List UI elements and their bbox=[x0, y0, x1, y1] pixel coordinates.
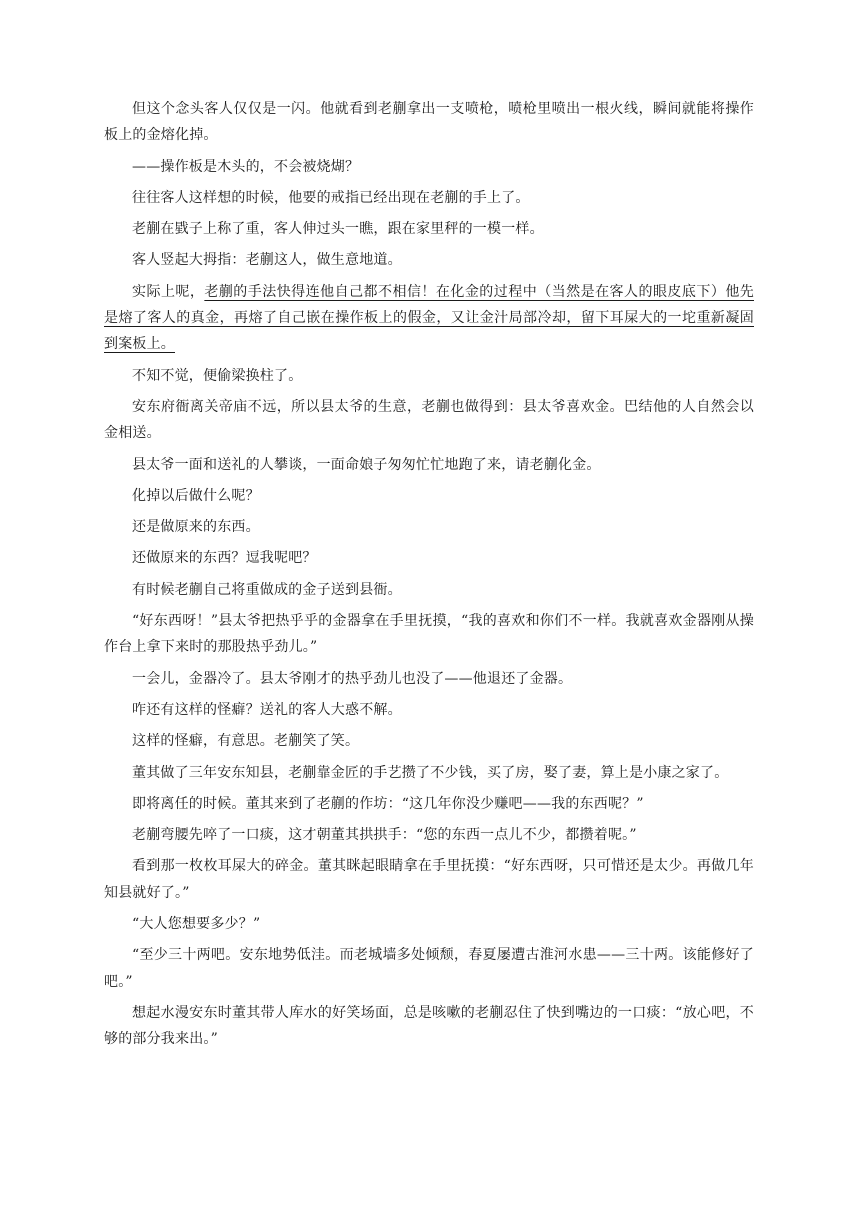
paragraph-5: 客人竖起大拇指：老蒯这人，做生意地道。 bbox=[132, 252, 402, 269]
paragraph-20: 老蒯弯腰先啐了一口痰，这才朝董其拱拱手：“您的东西一点儿不少，都攒着呢。” bbox=[132, 827, 637, 844]
underlined-passage: 老蒯的手法快得连他自己都不相信！在化金的过程中（当然是在客人的眼皮底下）他先是熔了客人的真金，再熔了自己嵌在操作板上的假金，又让金汁局部冷却，留下耳屎大的一坨重新凝固到案板上。 bbox=[104, 283, 754, 353]
paragraph-12: 还做原来的东西？逗我呢吧？ bbox=[132, 550, 317, 567]
paragraph-23: “至少三十两吧。安东地势低洼。而老城墙多处倾颓，春夏屡遭古淮河水患——三十两。该能修好了吧。” bbox=[104, 947, 754, 990]
paragraph-21: 看到那一枚枚耳屎大的碎金。董其眯起眼睛拿在手里抚摸：“好东西呀，只可惜还是太少。再做几年知县就好了。” bbox=[104, 858, 754, 901]
paragraph-18: 董其做了三年安东知县，老蒯靠金匠的手艺攒了不少钱，买了房，娶了妻，算上是小康之家了。 bbox=[132, 764, 729, 781]
paragraph-22: “大人您想要多少？” bbox=[132, 916, 261, 933]
paragraph-9: 县太爷一面和送礼的人攀谈，一面命娘子匆匆忙忙地跑了来，请老蒯化金。 bbox=[132, 456, 601, 473]
paragraph-24: 想起水漫安东时董其带人库水的好笑场面，总是咳嗽的老蒯忍住了快到嘴边的一口痰：“放心吧，不够的部分我来出。” bbox=[104, 1004, 754, 1048]
paragraph-8: 安东府衙离关帝庙不远，所以县太爷的生意，老蒯也做得到：县太爷喜欢金。巴结他的人自然会以金相送。 bbox=[104, 398, 754, 442]
paragraph-7: 不知不觉，便偷梁换柱了。 bbox=[132, 367, 303, 384]
paragraph-3: 往往客人这样想的时候，他要的戒指已经出现在老蒯的手上了。 bbox=[132, 189, 530, 206]
paragraph-14: “好东西呀！”县太爷把热乎乎的金器拿在手里抚摸，“我的喜欢和你们不一样。我就喜欢金器刚从操作台上拿下来时的那股热乎劲儿。” bbox=[104, 613, 754, 656]
paragraph-2: ——操作板是木头的，不会被烧煳？ bbox=[132, 158, 360, 175]
paragraph-4: 老蒯在戥子上称了重，客人伸过头一瞧，跟在家里秤的一模一样。 bbox=[132, 221, 544, 238]
paragraph-16: 咋还有这样的怪癖？送礼的客人大惑不解。 bbox=[132, 701, 402, 718]
paragraph-13: 有时候老蒯自己将重做成的金子送到县衙。 bbox=[132, 581, 402, 598]
paragraph-6-prefix: 实际上呢， bbox=[132, 283, 205, 300]
document-page bbox=[104, 96, 754, 1058]
paragraph-17: 这样的怪癖，有意思。老蒯笑了笑。 bbox=[132, 733, 360, 750]
paragraph-6 bbox=[104, 279, 754, 358]
paragraph-15: 一会儿，金器冷了。县太爷刚才的热乎劲儿也没了——他退还了金器。 bbox=[132, 670, 573, 687]
paragraph-1: 但这个念头客人仅仅是一闪。他就看到老蒯拿出一支喷枪，喷枪里喷出一根火线，瞬间就能将操作板上的金熔化掉。 bbox=[104, 101, 754, 144]
paragraph-10: 化掉以后做什么呢？ bbox=[132, 487, 260, 504]
paragraph-11: 还是做原来的东西。 bbox=[132, 519, 260, 536]
paragraph-19: 即将离任的时候。董其来到了老蒯的作坊：“这几年你没少赚吧——我的东西呢？” bbox=[132, 795, 644, 812]
